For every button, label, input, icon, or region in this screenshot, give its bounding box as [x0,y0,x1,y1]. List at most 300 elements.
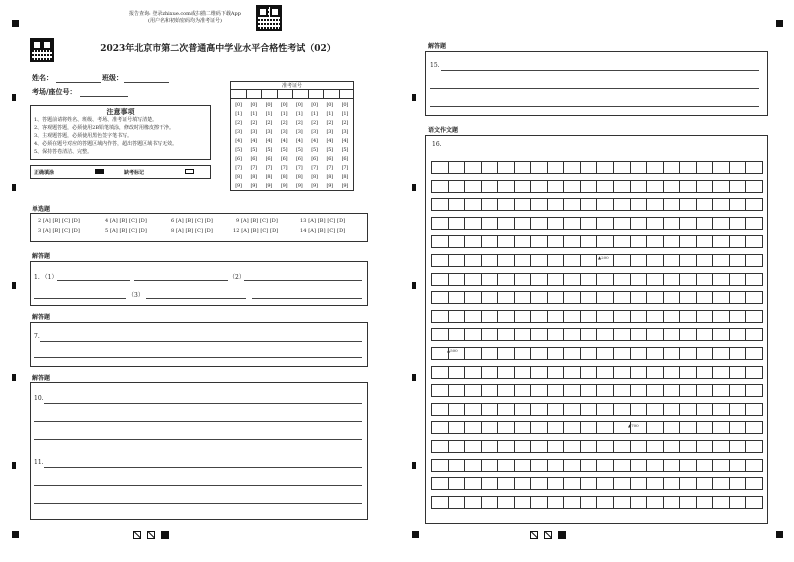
composition-cell[interactable] [746,329,763,340]
composition-cell[interactable] [730,385,747,396]
composition-cell[interactable] [631,255,648,266]
composition-cell[interactable] [664,422,681,433]
composition-cell[interactable] [746,274,763,285]
composition-cell[interactable] [482,348,499,359]
composition-cell[interactable] [482,199,499,210]
exam-id-digit-bubble[interactable]: [8] [280,174,288,180]
composition-cell[interactable] [498,218,515,229]
composition-cell[interactable] [713,478,730,489]
composition-grid-row[interactable] [431,161,763,174]
composition-cell[interactable] [697,181,714,192]
composition-cell[interactable] [746,218,763,229]
composition-cell[interactable] [465,460,482,471]
composition-cell[interactable] [548,460,565,471]
composition-cell[interactable] [449,255,466,266]
q11-answer-line[interactable] [34,503,362,504]
composition-cell[interactable] [531,255,548,266]
composition-cell[interactable] [713,422,730,433]
composition-cell[interactable] [465,367,482,378]
exam-id-digit-bubble[interactable]: [4] [250,138,257,144]
exam-id-digit-bubble[interactable]: [9] [326,183,333,189]
composition-cell[interactable] [697,162,714,173]
exam-id-digit-bubble[interactable]: [5] [311,147,318,153]
exam-id-digit-bubble[interactable]: [3] [265,129,273,135]
composition-grid-row[interactable] [431,347,763,360]
composition-cell[interactable] [730,255,747,266]
composition-cell[interactable] [697,404,714,415]
composition-cell[interactable] [482,367,499,378]
composition-cell[interactable] [713,497,730,508]
composition-cell[interactable] [498,460,515,471]
composition-cell[interactable] [597,441,614,452]
composition-cell[interactable] [597,311,614,322]
composition-cell[interactable] [449,329,466,340]
composition-cell[interactable] [680,497,697,508]
composition-cell[interactable] [564,199,581,210]
composition-cell[interactable] [431,218,449,229]
composition-cell[interactable] [614,441,631,452]
composition-cell[interactable] [482,385,499,396]
composition-cell[interactable] [498,236,515,247]
composition-cell[interactable] [465,311,482,322]
exam-id-digit-bubble[interactable]: [4] [265,138,273,144]
composition-cell[interactable] [431,274,449,285]
composition-cell[interactable] [664,497,681,508]
composition-cell[interactable] [713,292,730,303]
composition-cell[interactable] [697,255,714,266]
exam-id-digit-bubble[interactable]: [8] [341,174,349,180]
composition-cell[interactable] [581,441,598,452]
composition-cell[interactable] [548,385,565,396]
composition-cell[interactable] [614,181,631,192]
composition-cell[interactable] [713,218,730,229]
exam-id-digit-bubble[interactable]: [4] [235,138,242,144]
exam-id-digit-bubble[interactable]: [3] [311,129,318,135]
exam-id-digit-bubble[interactable]: [3] [296,129,303,135]
composition-cell[interactable] [746,460,763,471]
composition-cell[interactable] [548,218,565,229]
composition-cell[interactable] [647,422,664,433]
composition-cell[interactable] [564,218,581,229]
composition-cell[interactable] [564,181,581,192]
exam-id-column[interactable] [262,101,275,191]
composition-cell[interactable] [647,348,664,359]
composition-cell[interactable] [697,311,714,322]
composition-cell[interactable] [713,255,730,266]
composition-cell[interactable] [431,497,449,508]
composition-cell[interactable] [597,199,614,210]
composition-cell[interactable] [614,274,631,285]
composition-cell[interactable] [581,404,598,415]
choice-item[interactable]: 12 [A] [B] [C] [D] [233,228,279,234]
composition-cell[interactable] [680,478,697,489]
composition-cell[interactable] [431,422,449,433]
exam-id-digit-bubble[interactable]: [7] [341,165,349,171]
composition-cell[interactable] [581,478,598,489]
composition-cell[interactable] [713,199,730,210]
composition-cell[interactable] [664,236,681,247]
composition-grid-row[interactable] [431,496,763,509]
composition-cell[interactable] [664,329,681,340]
composition-cell[interactable] [631,162,648,173]
exam-id-digit-bubble[interactable]: [8] [235,174,242,180]
exam-id-digit-bubble[interactable]: [7] [250,165,257,171]
composition-cell[interactable] [746,255,763,266]
composition-cell[interactable] [548,497,565,508]
composition-cell[interactable] [631,478,648,489]
composition-cell[interactable] [647,311,664,322]
composition-cell[interactable] [730,199,747,210]
composition-cell[interactable] [515,404,532,415]
composition-cell[interactable] [664,478,681,489]
composition-cell[interactable] [531,404,548,415]
composition-grid-row[interactable] [431,291,763,304]
composition-cell[interactable] [431,199,449,210]
composition-cell[interactable] [647,236,664,247]
composition-cell[interactable] [746,311,763,322]
composition-cell[interactable] [431,478,449,489]
composition-cell[interactable] [631,497,648,508]
composition-cell[interactable] [746,292,763,303]
composition-cell[interactable] [482,292,499,303]
composition-cell[interactable] [548,478,565,489]
exam-id-digit-bubble[interactable]: [0] [311,102,318,108]
composition-cell[interactable] [614,497,631,508]
composition-cell[interactable] [730,404,747,415]
composition-cell[interactable] [647,367,664,378]
composition-cell[interactable] [581,385,598,396]
q7-answer-line[interactable] [34,357,362,358]
composition-cell[interactable] [431,441,449,452]
composition-cell[interactable] [449,385,466,396]
composition-cell[interactable] [730,311,747,322]
composition-cell[interactable] [680,367,697,378]
composition-cell[interactable] [564,460,581,471]
composition-cell[interactable] [680,255,697,266]
composition-cell[interactable] [498,162,515,173]
composition-grid-row[interactable] [431,217,763,230]
composition-cell[interactable] [746,478,763,489]
composition-cell[interactable] [482,181,499,192]
composition-cell[interactable] [564,422,581,433]
composition-cell[interactable] [581,236,598,247]
composition-cell[interactable] [597,478,614,489]
composition-cell[interactable] [482,255,499,266]
composition-grid-row[interactable] [431,421,763,434]
composition-cell[interactable] [531,367,548,378]
composition-cell[interactable] [515,292,532,303]
composition-cell[interactable] [449,218,466,229]
exam-id-digit-bubble[interactable]: [9] [265,183,273,189]
exam-id-digit-bubble[interactable]: [2] [311,120,318,126]
exam-id-column[interactable] [323,101,336,191]
composition-cell[interactable] [746,162,763,173]
exam-id-digit-bubble[interactable]: [4] [280,138,288,144]
composition-cell[interactable] [531,348,548,359]
composition-cell[interactable] [680,441,697,452]
composition-cell[interactable] [597,422,614,433]
exam-id-digit-bubble[interactable]: [5] [296,147,303,153]
composition-cell[interactable] [614,236,631,247]
composition-cell[interactable] [647,441,664,452]
composition-cell[interactable] [564,162,581,173]
composition-cell[interactable] [548,441,565,452]
exam-id-digit-bubble[interactable]: [0] [265,102,273,108]
composition-cell[interactable] [713,274,730,285]
composition-cell[interactable] [697,348,714,359]
composition-cell[interactable] [531,181,548,192]
composition-cell[interactable] [713,367,730,378]
composition-cell[interactable] [465,404,482,415]
composition-cell[interactable] [664,311,681,322]
exam-id-digit-bubble[interactable]: [0] [250,102,257,108]
composition-cell[interactable] [465,422,482,433]
composition-cell[interactable] [548,199,565,210]
composition-cell[interactable] [597,385,614,396]
composition-cell[interactable] [631,441,648,452]
choice-item[interactable]: 8 [A] [B] [C] [D] [171,228,213,234]
composition-cell[interactable] [564,329,581,340]
composition-cell[interactable] [697,292,714,303]
composition-cell[interactable] [431,404,449,415]
composition-cell[interactable] [647,181,664,192]
composition-cell[interactable] [449,162,466,173]
composition-cell[interactable] [548,162,565,173]
composition-cell[interactable] [664,255,681,266]
q1-part2-line[interactable] [244,280,362,281]
composition-cell[interactable] [664,181,681,192]
exam-id-digit-bubble[interactable]: [2] [326,120,333,126]
composition-grid-row[interactable] [431,310,763,323]
composition-grid-row[interactable] [431,384,763,397]
composition-cell[interactable] [713,236,730,247]
composition-cell[interactable] [431,162,449,173]
exam-id-digit-bubble[interactable]: [9] [280,183,288,189]
composition-cell[interactable] [564,497,581,508]
composition-cell[interactable] [498,292,515,303]
composition-grid-row[interactable] [431,273,763,286]
composition-cell[interactable] [449,367,466,378]
composition-cell[interactable] [730,218,747,229]
composition-cell[interactable] [515,385,532,396]
composition-cell[interactable] [581,218,598,229]
exam-id-column[interactable] [247,101,260,191]
composition-cell[interactable] [515,460,532,471]
composition-cell[interactable] [564,367,581,378]
composition-cell[interactable] [498,478,515,489]
composition-cell[interactable] [465,199,482,210]
composition-cell[interactable] [498,422,515,433]
composition-cell[interactable] [697,329,714,340]
composition-cell[interactable] [680,292,697,303]
composition-cell[interactable] [531,497,548,508]
composition-cell[interactable] [515,497,532,508]
exam-id-digit-bubble[interactable]: [6] [235,156,242,162]
composition-cell[interactable] [482,218,499,229]
composition-cell[interactable] [465,274,482,285]
composition-cell[interactable] [581,422,598,433]
composition-cell[interactable] [730,367,747,378]
exam-id-digit-bubble[interactable]: [4] [326,138,333,144]
composition-cell[interactable] [581,311,598,322]
exam-id-digit-bubble[interactable]: [9] [235,183,242,189]
composition-cell[interactable] [465,236,482,247]
composition-cell[interactable] [614,162,631,173]
composition-cell[interactable] [515,329,532,340]
composition-cell[interactable] [614,460,631,471]
exam-id-digit-bubble[interactable]: [1] [250,111,257,117]
composition-cell[interactable] [680,162,697,173]
composition-cell[interactable] [515,199,532,210]
composition-cell[interactable] [465,348,482,359]
exam-id-digit-bubble[interactable]: [3] [250,129,257,135]
composition-cell[interactable] [531,329,548,340]
composition-cell[interactable] [498,348,515,359]
composition-cell[interactable] [647,199,664,210]
composition-cell[interactable] [680,218,697,229]
composition-cell[interactable] [581,162,598,173]
exam-id-digit-bubble[interactable]: [6] [265,156,273,162]
composition-grid-row[interactable] [431,198,763,211]
seat-field[interactable] [80,96,128,97]
composition-cell[interactable] [449,478,466,489]
composition-cell[interactable] [680,404,697,415]
composition-cell[interactable] [431,460,449,471]
composition-cell[interactable] [746,497,763,508]
composition-cell[interactable] [730,329,747,340]
composition-cell[interactable] [680,236,697,247]
composition-cell[interactable] [449,274,466,285]
composition-grid-row[interactable] [431,403,763,416]
composition-cell[interactable] [730,292,747,303]
q10-answer-line[interactable] [34,439,362,440]
q1-part1-line[interactable] [57,280,130,281]
composition-cell[interactable] [631,274,648,285]
composition-cell[interactable] [449,199,466,210]
composition-cell[interactable] [746,348,763,359]
composition-cell[interactable] [482,162,499,173]
composition-cell[interactable] [482,274,499,285]
composition-cell[interactable] [697,460,714,471]
composition-cell[interactable] [746,367,763,378]
composition-cell[interactable] [482,441,499,452]
composition-cell[interactable] [482,422,499,433]
composition-grid-row[interactable] [431,254,763,267]
composition-cell[interactable] [531,460,548,471]
composition-cell[interactable] [564,236,581,247]
composition-cell[interactable] [631,367,648,378]
composition-cell[interactable] [515,422,532,433]
composition-cell[interactable] [713,329,730,340]
composition-cell[interactable] [730,181,747,192]
q10-answer-line[interactable] [34,421,362,422]
exam-id-digit-bubble[interactable]: [6] [311,156,318,162]
composition-cell[interactable] [531,385,548,396]
composition-cell[interactable] [597,497,614,508]
composition-cell[interactable] [730,162,747,173]
exam-id-digit-bubble[interactable]: [4] [311,138,318,144]
composition-cell[interactable] [564,292,581,303]
exam-id-digit-bubble[interactable]: [5] [341,147,349,153]
composition-cell[interactable] [597,292,614,303]
q7-answer-line[interactable] [40,341,362,342]
composition-grid-row[interactable] [431,180,763,193]
composition-cell[interactable] [647,274,664,285]
composition-cell[interactable] [631,329,648,340]
exam-id-digit-bubble[interactable]: [0] [326,102,333,108]
composition-cell[interactable] [548,329,565,340]
composition-cell[interactable] [431,348,449,359]
composition-cell[interactable] [531,218,548,229]
composition-cell[interactable] [647,497,664,508]
composition-cell[interactable] [431,181,449,192]
composition-cell[interactable] [449,181,466,192]
composition-cell[interactable] [564,348,581,359]
exam-id-column[interactable] [338,101,351,191]
exam-id-digit-bubble[interactable]: [7] [280,165,288,171]
exam-id-digit-bubble[interactable]: [0] [280,102,288,108]
q11-answer-line[interactable] [44,467,362,468]
composition-cell[interactable] [515,255,532,266]
composition-cell[interactable] [431,255,449,266]
composition-cell[interactable] [647,404,664,415]
exam-id-digit-bubble[interactable]: [6] [296,156,303,162]
composition-cell[interactable] [697,218,714,229]
composition-cell[interactable] [548,367,565,378]
exam-id-digit-bubble[interactable]: [6] [250,156,257,162]
composition-cell[interactable] [498,181,515,192]
exam-id-digit-bubble[interactable]: [2] [235,120,242,126]
composition-cell[interactable] [548,255,565,266]
exam-id-digit-bubble[interactable]: [9] [296,183,303,189]
composition-cell[interactable] [581,255,598,266]
choice-item[interactable]: 13 [A] [B] [C] [D] [300,218,346,224]
exam-id-digit-bubble[interactable]: [7] [235,165,242,171]
composition-cell[interactable] [697,422,714,433]
composition-cell[interactable] [498,497,515,508]
choice-item[interactable]: 5 [A] [B] [C] [D] [105,228,147,234]
composition-cell[interactable] [597,460,614,471]
composition-cell[interactable] [498,255,515,266]
composition-cell[interactable] [449,236,466,247]
composition-cell[interactable] [664,292,681,303]
exam-id-digit-bubble[interactable]: [3] [280,129,288,135]
composition-cell[interactable] [614,218,631,229]
composition-cell[interactable] [581,274,598,285]
exam-id-digit-bubble[interactable]: [1] [280,111,288,117]
composition-cell[interactable] [548,311,565,322]
composition-cell[interactable] [597,162,614,173]
composition-cell[interactable] [631,311,648,322]
exam-id-digit-bubble[interactable]: [2] [280,120,288,126]
composition-cell[interactable] [449,422,466,433]
composition-cell[interactable] [564,385,581,396]
choice-item[interactable]: 9 [A] [B] [C] [D] [236,218,278,224]
composition-cell[interactable] [431,367,449,378]
composition-cell[interactable] [449,311,466,322]
composition-cell[interactable] [531,478,548,489]
composition-cell[interactable] [548,292,565,303]
exam-id-digit-bubble[interactable]: [2] [250,120,257,126]
composition-cell[interactable] [664,441,681,452]
composition-cell[interactable] [614,199,631,210]
composition-cell[interactable] [564,274,581,285]
composition-cell[interactable] [680,329,697,340]
composition-cell[interactable] [482,311,499,322]
choice-item[interactable]: 6 [A] [B] [C] [D] [171,218,213,224]
composition-cell[interactable] [515,367,532,378]
composition-cell[interactable] [680,385,697,396]
